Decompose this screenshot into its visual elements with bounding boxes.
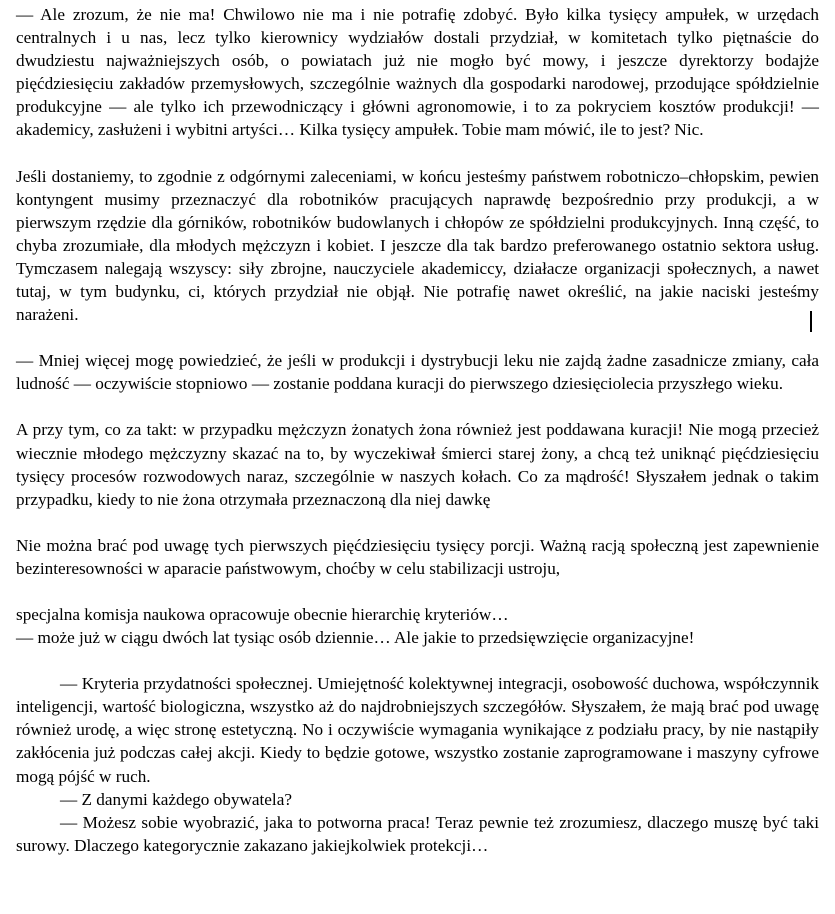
paragraph-7: — może już w ciągu dwóch lat tysiąc osób dziennie… Ale jakie to przedsięwzięcie organizacyjne! bbox=[16, 628, 695, 648]
paragraph-gap bbox=[16, 395, 819, 418]
paragraph-6: specjalna komisja naukowa opracowuje obecnie hierarchię kryteriów… bbox=[16, 604, 509, 624]
paragraph-9: — Z danymi każdego obywatela? bbox=[60, 789, 292, 809]
paragraph-10: — Możesz sobie wyobrazić, jaka to potworna praca! Teraz pewnie też zrozumiesz, dlaczego muszę być taki surowy. Dlaczego kategorycznie zakazano jakiejkolwiek protekcji… bbox=[16, 812, 819, 855]
text-cursor[interactable] bbox=[810, 311, 812, 332]
paragraph-1: — Ale zrozum, że nie ma! Chwilowo nie ma i nie potrafię zdobyć. Było kilka tysięcy ampułek, w urzędach centralnych i u nas, lecz tylko kierownicy wydziałów dostali przydział, w komitetach tylko piętnaście do dwudziestu najważniejszych osób, o powiatach już nie mogło być mowy, i jeszcze dyrektorzy bodajże pięćdziesięciu zakładów przemysłowych, szczególnie ważnych dla gospodarki narodowej, przodujące spółdzielnie produkcyjne — ale tylko ich przewodniczący i główni agronomowie, i to za pokryciem kosztów produkcji! — akademicy, zasłużeni i wybitni artyści… Kilka tysięcy ampułek. Tobie mam mówić, ile to jest? Nic. bbox=[16, 5, 819, 140]
paragraph-3: — Mniej więcej mogę powiedzieć, że jeśli w produkcji i dystrybucji leku nie zajdą żadne zasadnicze zmiany, cała ludność — oczywiście stopniowo — zostanie poddana kuracji do pierwszego dziesięciolecia przyszłego wieku. bbox=[16, 351, 819, 394]
paragraph-8: — Kryteria przydatności społecznej. Umiejętność kolektywnej integracji, osobowość duchowa, współczynnik inteligencji, wartość biologiczna, wszystko aż do najdrobniejszych szczegółów. Słyszałem, że mają brać pod uwagę również urodę, a więc stronę estetyczną. No i oczywiście wymagania wynikające z podziału pracy, by nie nastąpiły zakłócenia już podczas całej akcji. Kiedy to będzie gotowe, wszystko zostanie zaprogramowane i maszyny cyfrowe mogą pójść w ruch. bbox=[16, 674, 819, 786]
paragraph-gap bbox=[16, 580, 819, 603]
paragraph-gap bbox=[16, 326, 819, 349]
paragraph-2: Jeśli dostaniemy, to zgodnie z odgórnymi zaleceniami, w końcu jesteśmy państwem robotniczo–chłopskim, pewien kontyngent musimy przeznaczyć dla robotników pracujących naprawdę bezpośrednio przy produkcji, a w pierwszym rzędzie dla górników, robotników budowlanych i chłopów ze spółdzielni produkcyjnych. Inną część, to chyba zrozumiałe, dla młodych mężczyzn i kobiet. I jeszcze dla tak bardzo preferowanego ostatnio sektora usług. Tymczasem nalegają wszyscy: siły zbrojne, nauczyciele akademiccy, działacze organizacji społecznych, a nawet tutaj, w tym budynku, ci, których przydział nie objął. Nie potrafię nawet określić, na jakie naciski jesteśmy narażeni. bbox=[16, 166, 819, 325]
paragraph-5: Nie można brać pod uwagę tych pierwszych pięćdziesięciu tysięcy porcji. Ważną racją społeczną jest zapewnienie bezinteresowności w aparacie państwowym, choćby w celu stabilizacji ustroju, bbox=[16, 535, 819, 578]
paragraph-gap bbox=[16, 511, 819, 534]
paragraph-gap bbox=[16, 649, 819, 672]
paragraph-gap bbox=[16, 142, 819, 165]
paragraph-4: A przy tym, co za takt: w przypadku mężczyzn żonatych żona również jest poddawana kuracji! Nie mogą przecież wiecznie młodego mężczyzny skazać na to, by wyczekiwał śmierci starej żony, a chcą też uniknąć pięćdziesięciu tysięcy procesów rozwodowych naraz, szczególnie w naszych kołach. Co za mądrość! Słyszałem jednak o takim przypadku, kiedy to nie żona otrzymała przeznaczoną dla niej dawkę bbox=[16, 420, 819, 509]
